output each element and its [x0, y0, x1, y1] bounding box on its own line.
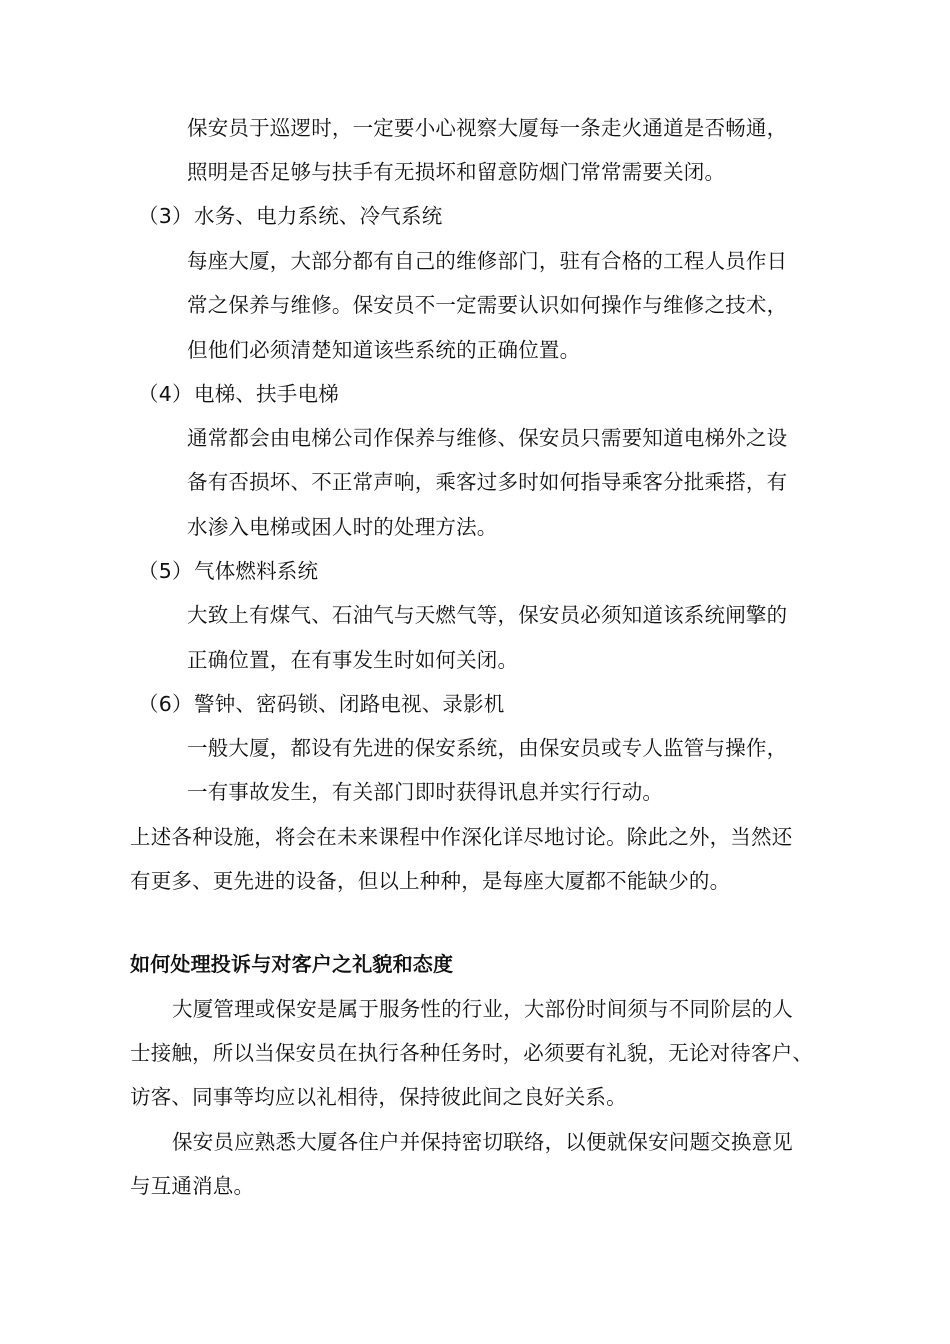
paragraph-line: 保安员应熟悉大厦各住户并保持密切联络，以便就保安问题交换意见	[172, 1130, 793, 1154]
paragraph-line: 大厦管理或保安是属于服务性的行业，大部份时间须与不同阶层的人	[172, 997, 793, 1021]
paragraph-line: 一般大厦，都设有先进的保安系统，由保安员或专人监管与操作，	[187, 736, 788, 760]
paragraph-line: 保安员于巡逻时，一定要小心视察大厦每一条走火通道是否畅通，	[187, 116, 788, 140]
section-title	[138, 557, 318, 585]
paragraph-line: 备有否损坏、不正常声响，乘客过多时如何指导乘客分批乘搭，有	[187, 470, 788, 494]
paragraph-line: 访客、同事等均应以礼相待，保持彼此间之良好关系。	[130, 1085, 627, 1109]
section-title-text: 警钟、密码锁、闭路电视、录影机	[194, 692, 505, 716]
paragraph-line: 与互通消息。	[130, 1174, 255, 1198]
paragraph-line: 大致上有煤气、石油气与天燃气等，保安员必须知道该系统闸擎的	[187, 603, 788, 627]
paragraph-line: 每座大厦，大部分都有自己的维修部门，驻有合格的工程人员作日	[187, 249, 788, 273]
paragraph-line: 一有事故发生，有关部门即时获得讯息并实行行动。	[187, 780, 664, 804]
paragraph-line: 上述各种设施，将会在未来课程中作深化详尽地讨论。除此之外，当然还	[130, 825, 793, 849]
paragraph-line: 照明是否足够与扶手有无损坏和留意防烟门常常需要关闭。	[187, 160, 726, 184]
section-title-text: 气体燃料系统	[194, 559, 319, 583]
paragraph-line: 通常都会由电梯公司作保养与维修、保安员只需要知道电梯外之设	[187, 426, 788, 450]
section-title-text: 电梯、扶手电梯	[194, 382, 339, 406]
paragraph-line: 有更多、更先进的设备，但以上种种，是每座大厦都不能缺少的。	[130, 869, 731, 893]
paragraph-line: 正确位置，在有事发生时如何关闭。	[187, 648, 519, 672]
section-title-text: 水务、电力系统、冷气系统	[194, 204, 443, 228]
paragraph-line: 常之保养与维修。保安员不一定需要认识如何操作与维修之技术，	[187, 293, 788, 317]
paragraph-line: 但他们必须清楚知道该些系统的正确位置。	[187, 338, 581, 362]
section-number: （3）	[138, 204, 193, 228]
section-title	[138, 690, 505, 718]
section-heading: 如何处理投诉与对客户之礼貌和态度	[130, 952, 454, 976]
paragraph-line: 士接触，所以当保安员在执行各种任务时，必须要有礼貌，无论对待客户、	[130, 1041, 814, 1065]
paragraph-line: 水渗入电梯或困人时的处理方法。	[187, 515, 498, 539]
section-number: （5）	[138, 559, 193, 583]
section-title	[138, 380, 339, 408]
section-title	[138, 202, 442, 230]
section-number: （6）	[138, 692, 193, 716]
section-number: （4）	[138, 382, 193, 406]
